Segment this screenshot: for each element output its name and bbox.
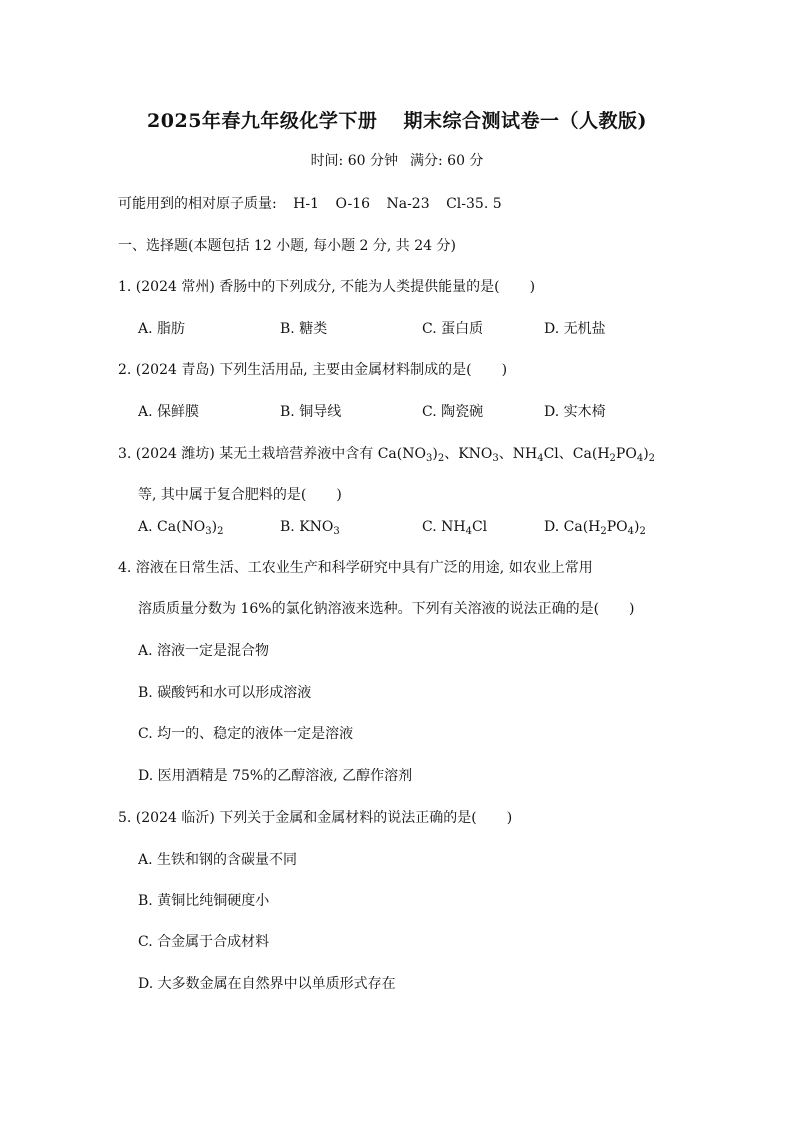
exam-time: 时间: 60 分钟	[310, 153, 398, 169]
q2-option-a: A. 保鲜膜	[138, 404, 200, 420]
exam-score: 满分: 60 分	[410, 153, 484, 169]
q5-option-a: A. 生铁和钢的含碳量不同	[138, 852, 298, 868]
atomic-mass-cl: Cl-35. 5	[446, 196, 502, 212]
atomic-masses-label: 可能用到的相对原子质量:	[118, 196, 277, 212]
formula-calcium-dihydrogen-phosphate: $Ca(H_2PO_4)_2$	[572, 446, 656, 464]
title-part-1: 2025年春九年级化学下册	[147, 110, 378, 132]
atomic-mass-o: O-16	[335, 196, 371, 212]
q2-option-b: B. 铜导线	[280, 404, 342, 420]
q3-option-b: B. $KNO_3$	[280, 519, 340, 537]
q2-option-c: C. 陶瓷碗	[422, 404, 484, 420]
q5-option-c: C. 合金属于合成材料	[138, 934, 270, 950]
exam-info	[0, 150, 794, 170]
q3-option-d: D. $Ca(H_2PO_4)_2$	[544, 519, 646, 537]
q5-option-b: B. 黄铜比纯铜硬度小	[138, 893, 270, 909]
q1-option-c: C. 蛋白质	[422, 321, 484, 337]
formula-potassium-nitrate: $KNO_3$	[458, 446, 499, 464]
page-title	[0, 106, 794, 133]
q3-option-a: A. $Ca(NO_3)_2$	[138, 519, 224, 537]
atomic-masses	[118, 193, 514, 213]
atomic-mass-na: Na-23	[386, 196, 430, 212]
question-4-stem-line-2: 溶质质量分数为 16%的氯化钠溶液来选种。下列有关溶液的说法正确的是( )	[138, 601, 635, 617]
question-3-stem-line-2: 等, 其中属于复合肥料的是( )	[138, 487, 342, 503]
title-part-2: 期末综合测试卷一（人教版)	[403, 110, 647, 132]
q4-option-b: B. 碳酸钙和水可以形成溶液	[138, 685, 312, 701]
question-3-stem: 3. (2024 潍坊) 某无土栽培营养液中含有 $Ca(NO_3)_2$、$KNO_3$、$NH_4Cl$、$Ca(H_2PO_4)_2$	[118, 446, 656, 464]
q4-option-c: C. 均一的、稳定的液体一定是溶液	[138, 726, 354, 742]
formula-ammonium-chloride: $NH_4Cl$	[512, 446, 559, 464]
q2-option-d: D. 实木椅	[544, 404, 606, 420]
section-heading: 一、选择题(本题包括 12 小题, 每小题 2 分, 共 24 分)	[118, 238, 456, 254]
question-4-stem: 4. 溶液在日常生活、工农业生产和科学研究中具有广泛的用途, 如农业上常用	[118, 560, 593, 576]
q4-option-d: D. 医用酒精是 75%的乙醇溶液, 乙醇作溶剂	[138, 768, 413, 784]
formula-calcium-nitrate: $Ca(NO_3)_2$	[377, 446, 445, 464]
question-2-stem: 2. (2024 青岛) 下列生活用品, 主要由金属材料制成的是( )	[118, 362, 508, 378]
q1-option-d: D. 无机盐	[544, 321, 606, 337]
q1-option-b: B. 糖类	[280, 321, 328, 337]
q3-option-c: C. $NH_4Cl$	[422, 519, 488, 537]
question-1-stem: 1. (2024 常州) 香肠中的下列成分, 不能为人类提供能量的是( )	[118, 279, 536, 295]
q5-option-d: D. 大多数金属在自然界中以单质形式存在	[138, 976, 396, 992]
question-5-stem: 5. (2024 临沂) 下列关于金属和金属材料的说法正确的是( )	[118, 810, 513, 826]
atomic-mass-h: H-1	[293, 196, 320, 212]
q4-option-a: A. 溶液一定是混合物	[138, 643, 270, 659]
q1-option-a: A. 脂肪	[138, 321, 186, 337]
